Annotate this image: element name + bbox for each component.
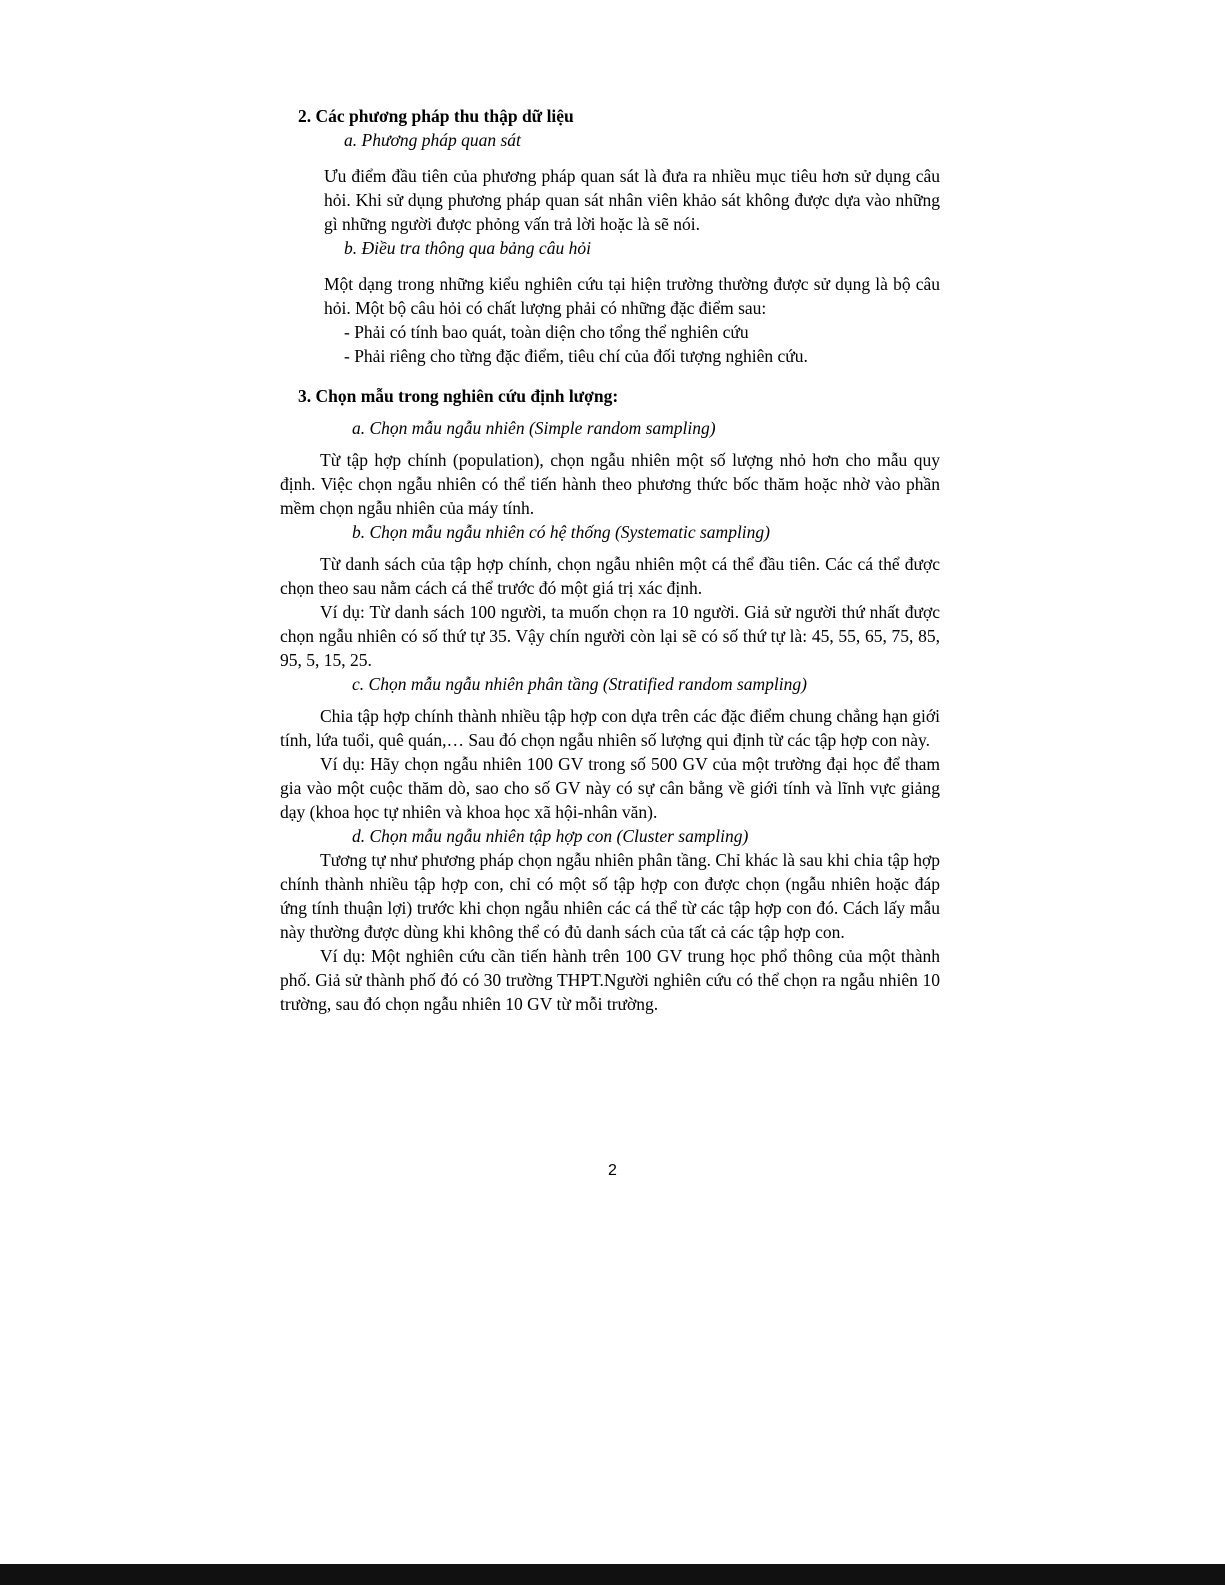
section-3d-title: d. Chọn mẫu ngẫu nhiên tập hợp con (Cluster sampling) [352,826,749,846]
section-2b-title: b. Điều tra thông qua bảng câu hỏi [344,238,591,258]
section-3d-paragraph-2: Ví dụ: Một nghiên cứu cần tiến hành trên 100 GV trung học phổ thông của một thành phố. Giả sử thành phố đó có 30 trường THPT.Người nghiên cứu có thể chọn ra ngẫu nhiên 10 trường, sau đó chọn ngẫu nhiên 10 GV từ mỗi trường. [280,946,940,1014]
page-number: 2 [608,1162,617,1179]
section-3a-title: a. Chọn mẫu ngẫu nhiên (Simple random sampling) [352,418,716,438]
section-2a-paragraph: Ưu điểm đầu tiên của phương pháp quan sát là đưa ra nhiều mục tiêu hơn sử dụng câu hỏi. Khi sử dụng phương pháp quan sát nhân viên khảo sát không được dựa vào những gì những người được phỏng vấn trả lời hoặc là sẽ nói. [324,166,940,234]
section-3d-paragraph-1: Tương tự như phương pháp chọn ngẫu nhiên phân tầng. Chỉ khác là sau khi chia tập hợp chính thành nhiều tập hợp con, chỉ có một số tập hợp con được chọn (ngẫu nhiên hoặc đáp ứng tính thuận lợi) trước khi chọn ngẫu nhiên các cá thể từ các tập hợp con đó. Cách lấy mẫu này thường được dùng khi không thể có đủ danh sách của tất cả các tập hợp con. [280,850,940,942]
section-3b-paragraph-1: Từ danh sách của tập hợp chính, chọn ngẫu nhiên một cá thể đầu tiên. Các cá thể được chọn theo sau nằm cách cá thể trước đó một giá trị xác định. [280,554,940,598]
bottom-border [0,1564,1225,1585]
section-3a-paragraph: Từ tập hợp chính (population), chọn ngẫu nhiên một số lượng nhỏ hơn cho mẫu quy định. Việc chọn ngẫu nhiên có thể tiến hành theo phương thức bốc thăm hoặc nhờ vào phần mềm chọn ngẫu nhiên của máy tính. [280,450,940,518]
section-2a-title: a. Phương pháp quan sát [344,130,521,150]
section-2b-paragraph: Một dạng trong những kiểu nghiên cứu tại hiện trường thường được sử dụng là bộ câu hỏi. Một bộ câu hỏi có chất lượng phải có những đặc điểm sau: [324,274,940,318]
document-page [280,104,940,1016]
section-2-heading: 2. Các phương pháp thu thập dữ liệu [298,106,574,126]
section-3c-paragraph-1: Chia tập hợp chính thành nhiều tập hợp con dựa trên các đặc điểm chung chẳng hạn giới tính, lứa tuổi, quê quán,… Sau đó chọn ngẫu nhiên số lượng qui định từ các tập hợp con này. [280,706,940,750]
section-3c-title: c. Chọn mẫu ngẫu nhiên phân tầng (Stratified random sampling) [352,674,807,694]
section-2b-bullet-2: - Phải riêng cho từng đặc điểm, tiêu chí của đối tượng nghiên cứu. [344,346,808,366]
section-3b-title: b. Chọn mẫu ngẫu nhiên có hệ thống (Systematic sampling) [352,522,771,542]
section-3c-paragraph-2: Ví dụ: Hãy chọn ngẫu nhiên 100 GV trong số 500 GV của một trường đại học để tham gia vào một cuộc thăm dò, sao cho số GV này có sự cân bằng về giới tính và lĩnh vực giảng dạy (khoa học tự nhiên và khoa học xã hội-nhân văn). [280,754,940,822]
section-3-heading: 3. Chọn mẫu trong nghiên cứu định lượng: [298,386,619,406]
section-2b-bullet-1: - Phải có tính bao quát, toàn diện cho tổng thể nghiên cứu [344,322,749,342]
section-3b-paragraph-2: Ví dụ: Từ danh sách 100 người, ta muốn chọn ra 10 người. Giả sử người thứ nhất được chọn ngẫu nhiên có số thứ tự 35. Vậy chín người còn lại sẽ có số thứ tự là: 45, 55, 65, 75, 85, 95, 5, 15, 25. [280,602,940,670]
